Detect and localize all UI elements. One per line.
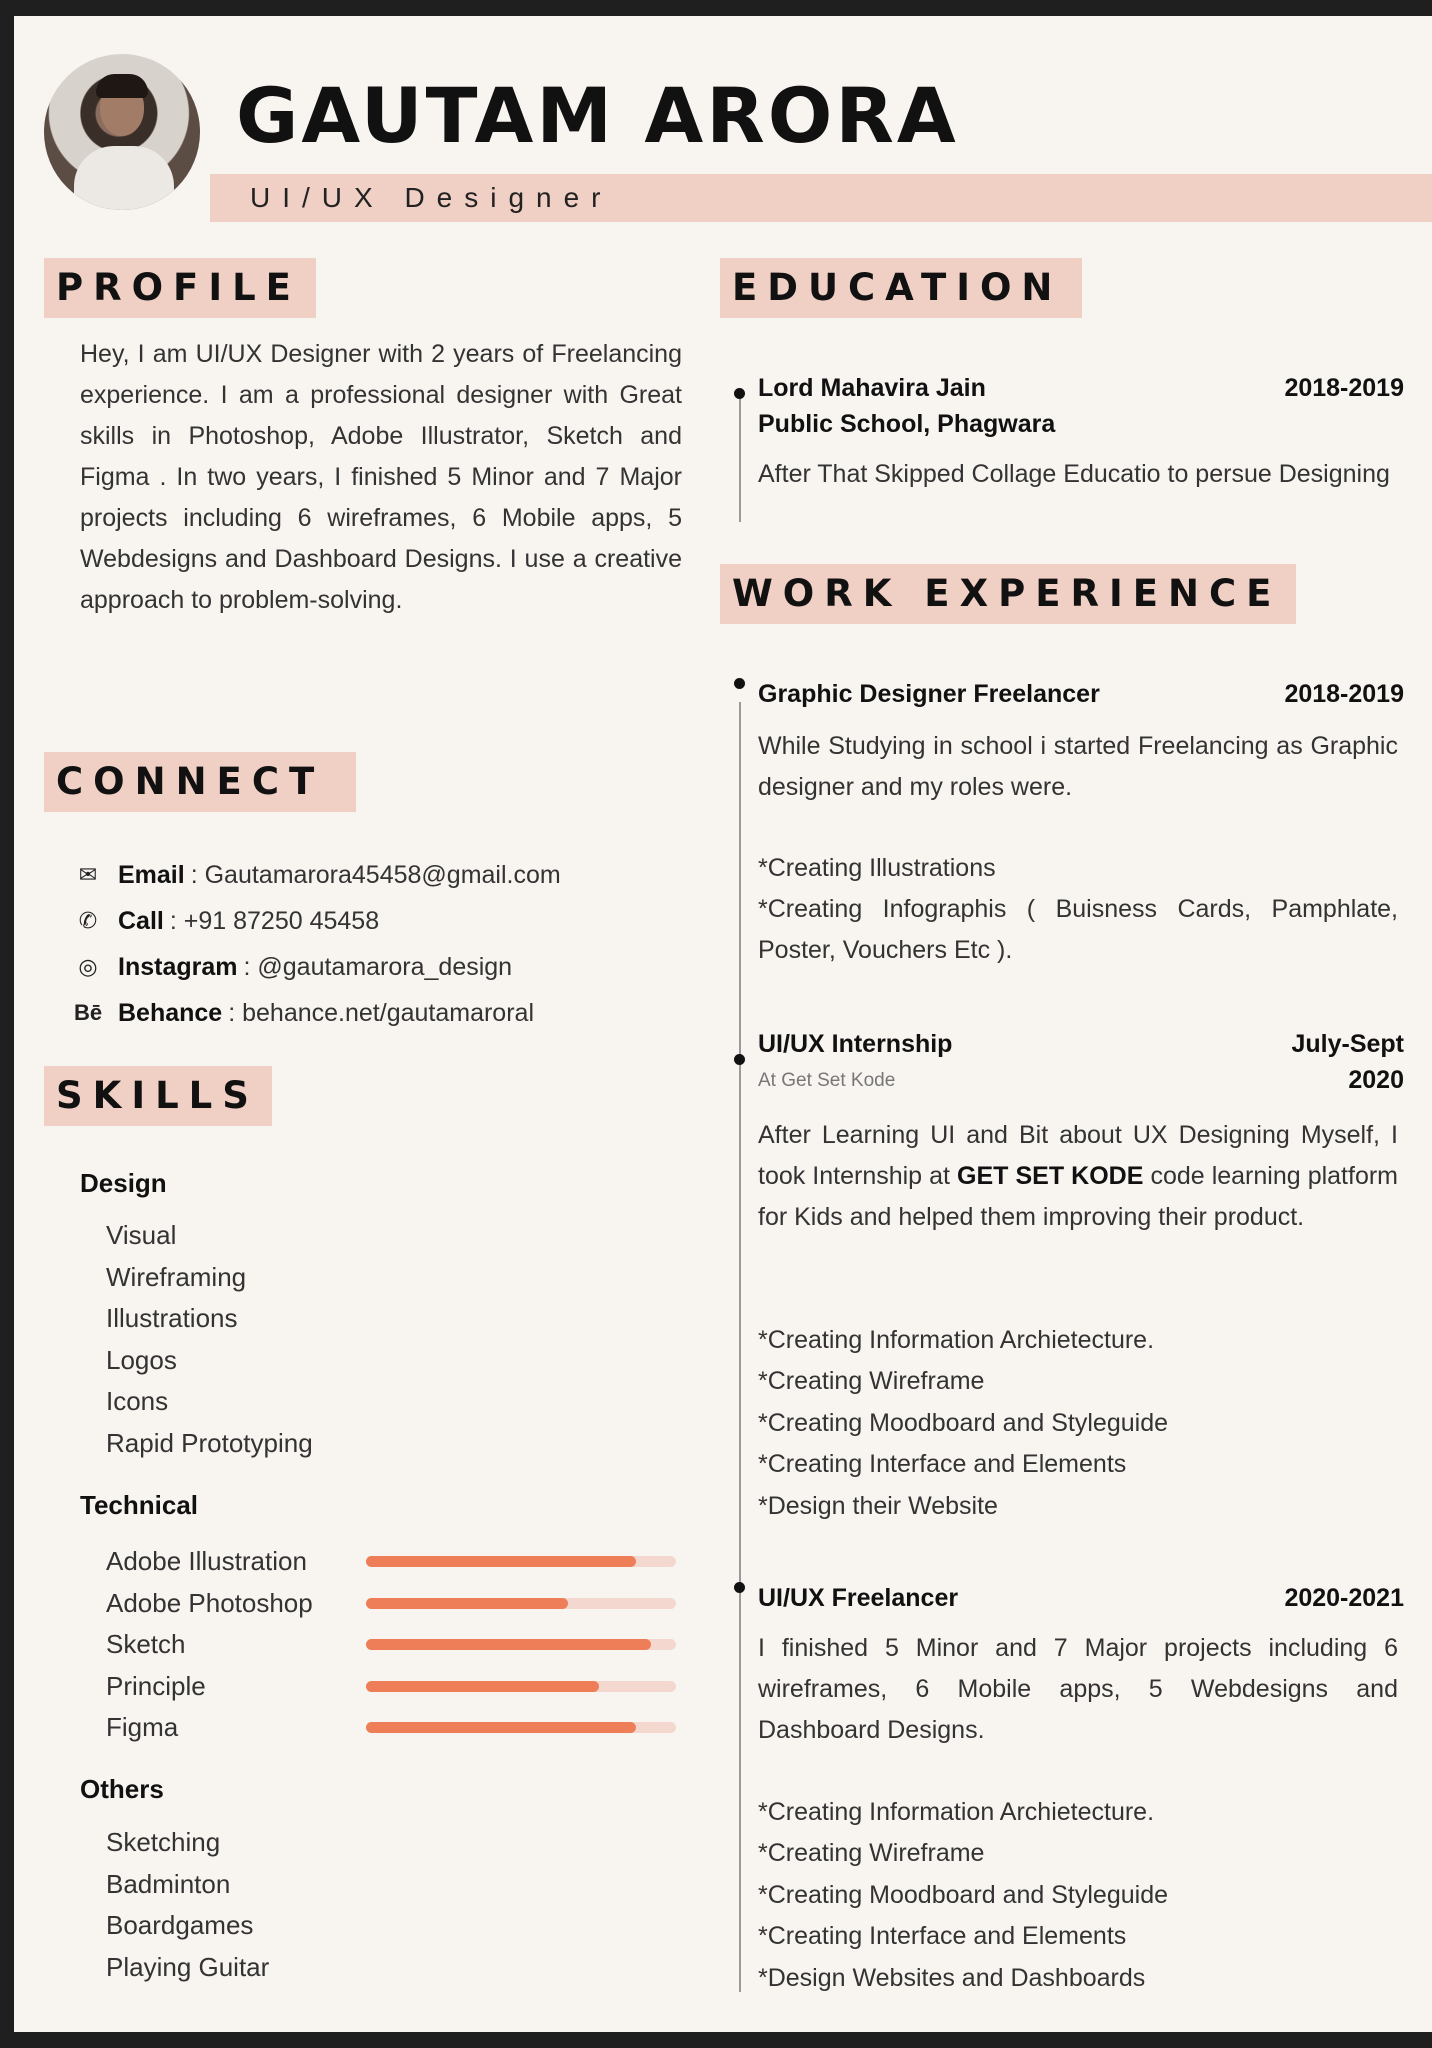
education-dates: 2018-2019	[1284, 374, 1404, 402]
skill-bar-fill	[366, 1556, 636, 1567]
list-item: Wireframing	[106, 1261, 247, 1292]
job-dates: 2018-2019	[1284, 680, 1404, 708]
profile-text: Hey, I am UI/UX Designer with 2 years of Freelancing experience. I am a professional designer with Great skills in Photoshop, Adobe Illustrator, Sketch and Figma . In two years, I finished 5 Minor and 7 Major projects including 6 wireframes, 6 Mobile apps, 5 Webdesigns and Dashboard Designs. I use a creative approach to problem-solving.	[80, 340, 682, 614]
job-dates-line2: 2020	[1348, 1066, 1404, 1094]
timeline-dot	[734, 1582, 745, 1593]
skill-bar-fill	[366, 1722, 636, 1733]
list-item: *Creating Moodboard and Styleguide	[758, 1880, 1168, 1909]
list-item: Rapid Prototyping	[106, 1427, 313, 1458]
skill-bar-row: Figma	[106, 1707, 676, 1749]
contact-email[interactable]: ✉ Email : Gautamarora45458@gmail.com	[70, 852, 561, 898]
resume-page	[14, 16, 1432, 2032]
list-item: Boardgames	[106, 1910, 254, 1940]
list-item: *Creating Information Archietecture.	[758, 1326, 1155, 1354]
skills-technical-label: Technical	[80, 1490, 199, 1520]
role-band	[210, 174, 1432, 222]
list-item: Badminton	[106, 1868, 231, 1899]
skill-bar-row: Adobe Photoshop	[106, 1583, 676, 1625]
skill-bar-track	[366, 1681, 676, 1692]
job-bullets	[758, 848, 1398, 889]
candidate-name: GAUTAM ARORA	[236, 71, 959, 160]
skills-heading: SKILLS	[44, 1066, 272, 1126]
instagram-icon: ◎	[78, 954, 98, 979]
connect-heading: CONNECT	[44, 752, 356, 812]
skill-bar-fill	[366, 1681, 599, 1692]
job-text: While Studying in school i started Freelancing as Graphic designer and my roles were.	[758, 732, 1398, 801]
company-name: GET SET KODE	[957, 1162, 1144, 1190]
job-company-note: At Get Set Kode	[758, 1070, 896, 1091]
list-item: *Creating Moodboard and Styleguide	[758, 1408, 1168, 1437]
role-title: UI/UX Designer	[250, 182, 613, 213]
education-school-line2: Public School, Phagwara	[758, 410, 1056, 438]
skills-others-label: Others	[80, 1774, 164, 1804]
behance-icon: Bē	[73, 1000, 103, 1025]
skill-bar-fill	[366, 1639, 651, 1650]
work-timeline	[739, 702, 741, 1992]
skill-bar-fill	[366, 1598, 568, 1609]
list-item: Sketching	[106, 1827, 221, 1857]
list-item: *Creating Information Archietecture.	[758, 1798, 1155, 1826]
technical-skill-bars	[106, 1541, 676, 1749]
education-timeline	[739, 394, 741, 522]
job-bullets	[758, 1320, 1398, 1527]
education-school-line1: Lord Mahavira Jain	[758, 374, 986, 402]
list-item: *Design their Website	[758, 1491, 998, 1520]
list-item: *Design Websites and Dashboards	[758, 1963, 1146, 1992]
skill-bar-track	[366, 1598, 676, 1609]
job-title: UI/UX Freelancer	[758, 1584, 959, 1612]
list-item: Visual	[106, 1220, 177, 1250]
list-item: Icons	[106, 1386, 169, 1416]
avatar	[44, 54, 200, 210]
timeline-dot	[734, 388, 745, 399]
contact-instagram[interactable]: ◎ Instagram : @gautamarora_design	[70, 944, 561, 990]
others-skill-list	[106, 1827, 269, 1993]
instagram-value[interactable]: @gautamarora_design	[257, 952, 513, 981]
list-item: Illustrations	[106, 1303, 238, 1333]
skill-bar-row: Principle	[106, 1666, 676, 1708]
contact-behance[interactable]: Bē Behance : behance.net/gautamaroral	[70, 990, 561, 1036]
skill-bar-track	[366, 1639, 676, 1650]
skill-bar-row: Adobe Illustration	[106, 1541, 676, 1583]
job-dates: 2020-2021	[1284, 1584, 1404, 1612]
email-value[interactable]: Gautamarora45458@gmail.com	[204, 860, 561, 889]
mail-icon: ✉	[78, 862, 98, 887]
timeline-dot	[734, 1054, 745, 1065]
connect-list	[70, 852, 561, 1036]
list-item: Logos	[106, 1344, 177, 1375]
job-text: After Learning UI and Bit about UX Designing Myself, I took Internship at GET SET KODE code learning platform for Kids and helped them improving their product.	[758, 1121, 1399, 1231]
list-item: Playing Guitar	[106, 1951, 270, 1982]
profile-heading: PROFILE	[44, 258, 316, 318]
list-item: *Creating Interface and Elements	[758, 1922, 1127, 1951]
education-heading: EDUCATION	[720, 258, 1082, 318]
behance-value[interactable]: behance.net/gautamaroral	[242, 998, 534, 1027]
list-item: *Creating Wireframe	[758, 1367, 985, 1396]
education-text: After That Skipped Collage Educatio to persue Designing	[758, 460, 1390, 488]
job-text: I finished 5 Minor and 7 Major projects including 6 wireframes, 6 Mobile apps, 5 Webdesigns and Dashboard Designs.	[758, 1634, 1398, 1744]
work-heading: WORK EXPERIENCE	[720, 564, 1296, 624]
list-item: *Creating Interface and Elements	[758, 1450, 1127, 1479]
timeline-dot	[734, 678, 745, 689]
skills-design-label: Design	[80, 1168, 167, 1198]
job-title: UI/UX Internship	[758, 1030, 953, 1058]
job-dates-line1: July-Sept	[1291, 1030, 1404, 1058]
phone-icon: ✆	[78, 908, 98, 933]
skill-bar-track	[366, 1556, 676, 1567]
job-title: Graphic Designer Freelancer	[758, 680, 1100, 708]
list-item: *Creating Wireframe	[758, 1839, 985, 1868]
list-item: *Creating Illustrations	[758, 854, 996, 882]
skill-bar-track	[366, 1722, 676, 1733]
contact-call[interactable]: ✆ Call : +91 87250 45458	[70, 898, 561, 944]
call-value[interactable]: +91 87250 45458	[183, 906, 380, 935]
design-skill-list	[106, 1220, 313, 1469]
skill-bar-row: Sketch	[106, 1624, 676, 1666]
job-bullets	[758, 1792, 1398, 1999]
list-item: *Creating Infographis ( Buisness Cards, Pamphlate, Poster, Vouchers Etc ).	[758, 895, 1398, 964]
